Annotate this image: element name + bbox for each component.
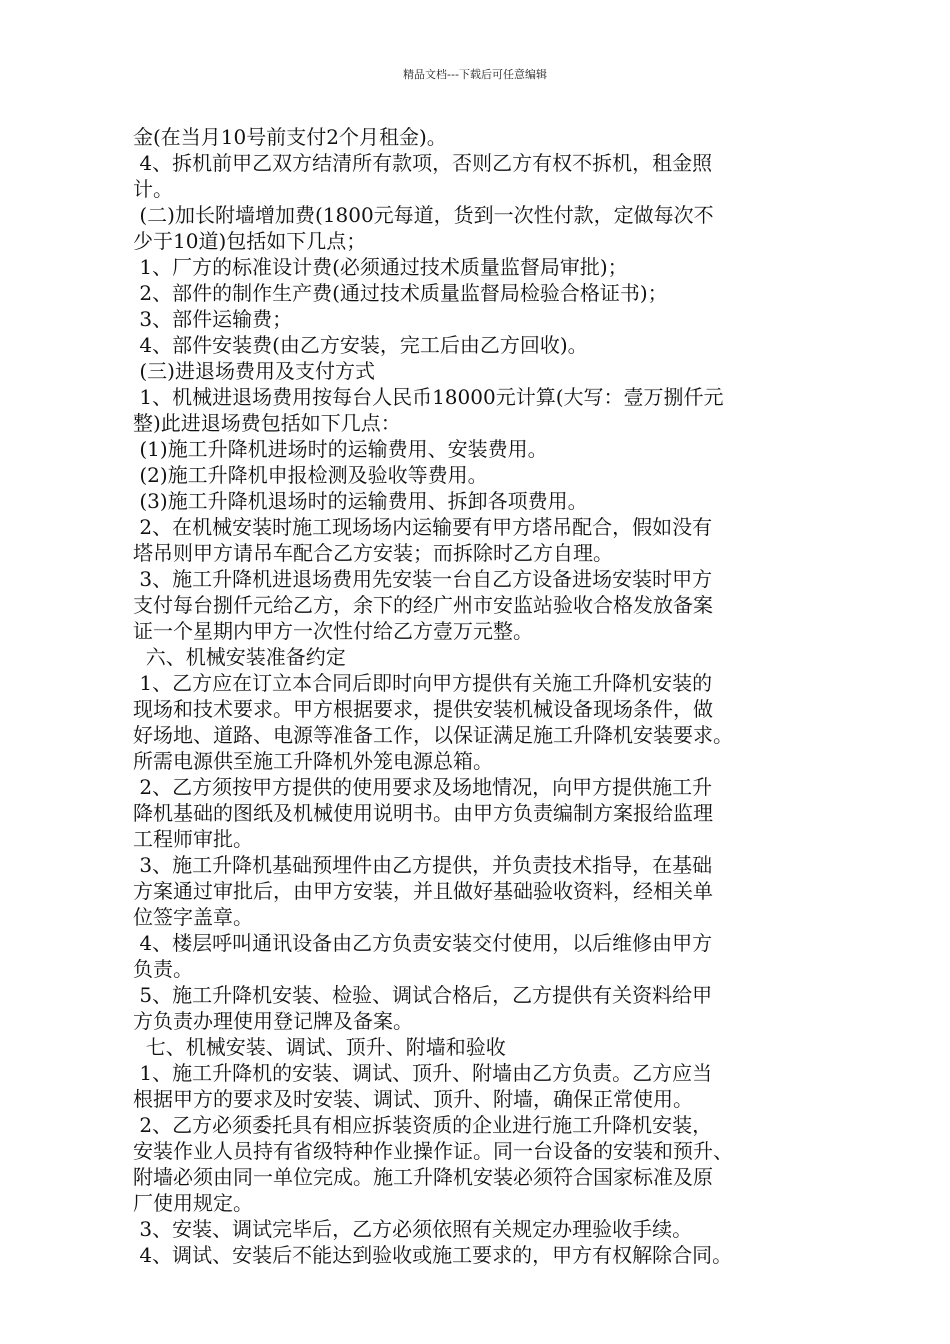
body-line: 厂使用规定。 xyxy=(133,1191,253,1215)
body-line: 5、施工升降机安装、检验、调试合格后，乙方提供有关资料给甲 xyxy=(133,983,713,1007)
body-line: 2、乙方必须委托具有相应拆装资质的企业进行施工升降机安装， xyxy=(133,1113,713,1137)
body-line: (1)施工升降机进场时的运输费用、安装费用。 xyxy=(133,437,548,461)
body-line: 方案通过审批后，由甲方安装，并且做好基础验收资料，经相关单 xyxy=(133,879,713,903)
body-line: 整)此进退场费包括如下几点： xyxy=(133,411,401,435)
body-line: 4、拆机前甲乙双方结清所有款项，否则乙方有权不拆机，租金照 xyxy=(133,151,713,175)
body-line: 支付每台捌仟元给乙方，余下的经广州市安监站验收合格发放备案 xyxy=(133,593,713,617)
body-line: 2、在机械安装时施工现场场内运输要有甲方塔吊配合，假如没有 xyxy=(133,515,713,539)
body-line: 六、机械安装准备约定 xyxy=(133,645,346,669)
body-line: 好场地、道路、电源等准备工作，以保证满足施工升降机安装要求。 xyxy=(133,723,733,747)
body-line: 3、部件运输费； xyxy=(133,307,293,331)
body-line: 证一个星期内甲方一次性付给乙方壹万元整。 xyxy=(133,619,533,643)
body-line: 降机基础的图纸及机械使用说明书。由甲方负责编制方案报给监理 xyxy=(133,801,713,825)
body-line: 2、乙方须按甲方提供的使用要求及场地情况，向甲方提供施工升 xyxy=(133,775,713,799)
body-line: 1、乙方应在订立本合同后即时向甲方提供有关施工升降机安装的 xyxy=(133,671,713,695)
body-line: (2)施工升降机申报检测及验收等费用。 xyxy=(133,463,488,487)
body-line: 现场和技术要求。甲方根据要求，提供安装机械设备现场条件，做 xyxy=(133,697,713,721)
body-line: 负责。 xyxy=(133,957,193,981)
body-line: (二)加长附墙增加费(1800元每道，货到一次性付款，定做每次不 xyxy=(133,203,714,227)
body-line: 安装作业人员持有省级特种作业操作证。同一台设备的安装和预升、 xyxy=(133,1139,733,1163)
body-line: 4、调试、安装后不能达到验收或施工要求的，甲方有权解除合同。 xyxy=(133,1243,733,1267)
body-line: 根据甲方的要求及时安装、调试、顶升、附墙，确保正常使用。 xyxy=(133,1087,693,1111)
page-header: 精品文档---下载后可任意编辑 xyxy=(403,68,547,81)
body-line: 4、楼层呼叫通讯设备由乙方负责安装交付使用，以后维修由甲方 xyxy=(133,931,713,955)
body-line: 金(在当月10号前支付2个月租金)。 xyxy=(133,125,447,149)
body-line: 附墙必须由同一单位完成。施工升降机安装必须符合国家标准及原 xyxy=(133,1165,713,1189)
body-line: 方负责办理使用登记牌及备案。 xyxy=(133,1009,413,1033)
body-line: 3、安装、调试完毕后，乙方必须依照有关规定办理验收手续。 xyxy=(133,1217,693,1241)
body-line: 少于10道)包括如下几点； xyxy=(133,229,367,253)
body-line: 计。 xyxy=(133,177,173,201)
body-line: 1、施工升降机的安装、调试、顶升、附墙由乙方负责。乙方应当 xyxy=(133,1061,713,1085)
body-line: 2、部件的制作生产费(通过技术质量监督局检验合格证书)； xyxy=(133,281,668,305)
body-line: 所需电源供至施工升降机外笼电源总箱。 xyxy=(133,749,493,773)
body-line: 工程师审批。 xyxy=(133,827,253,851)
body-line: (三)进退场费用及支付方式 xyxy=(133,359,375,383)
body-line: 3、施工升降机进退场费用先安装一台自乙方设备进场安装时甲方 xyxy=(133,567,713,591)
body-line: 4、部件安装费(由乙方安装，完工后由乙方回收)。 xyxy=(133,333,588,357)
body-line: 3、施工升降机基础预埋件由乙方提供，并负责技术指导，在基础 xyxy=(133,853,713,877)
body-line: 1、厂方的标准设计费(必须通过技术质量监督局审批)； xyxy=(133,255,628,279)
body-line: 位签字盖章。 xyxy=(133,905,253,929)
body-line: 塔吊则甲方请吊车配合乙方安装；而拆除时乙方自理。 xyxy=(133,541,613,565)
body-line: 1、机械进退场费用按每台人民币18000元计算(大写：壹万捌仟元 xyxy=(133,385,724,409)
document-body xyxy=(133,124,833,1268)
body-line: 七、机械安装、调试、顶升、附墙和验收 xyxy=(133,1035,506,1059)
body-line: (3)施工升降机退场时的运输费用、拆卸各项费用。 xyxy=(133,489,588,513)
